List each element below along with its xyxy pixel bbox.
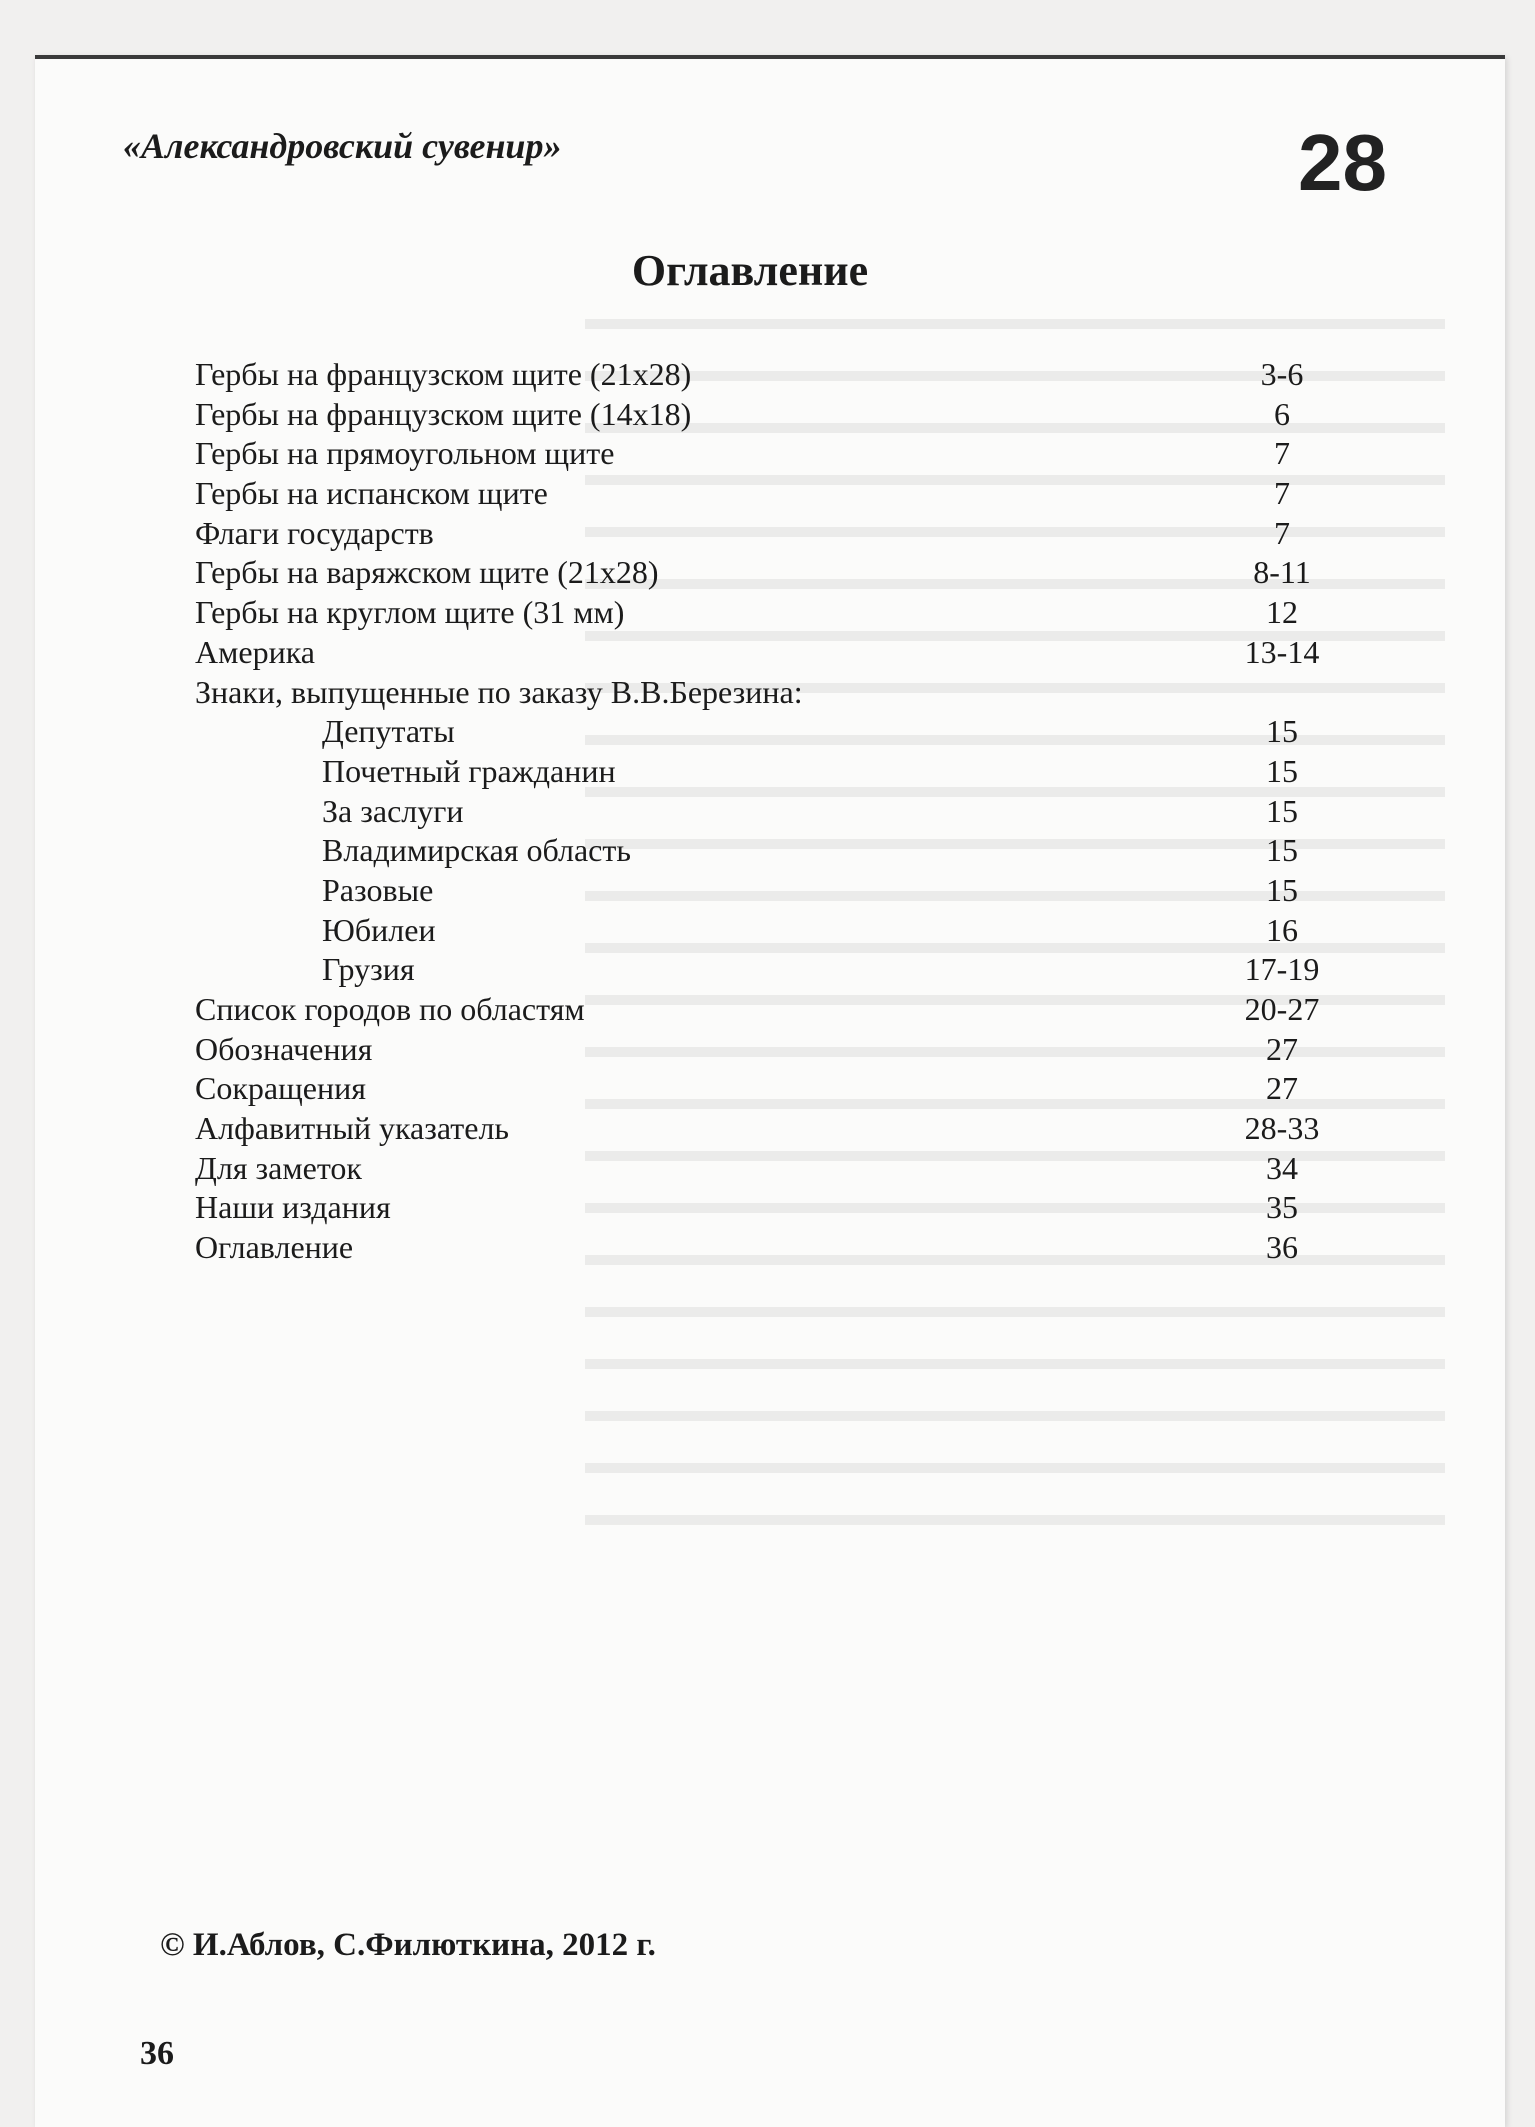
- toc-entry: [195, 831, 1298, 871]
- table-of-contents: [195, 355, 1320, 1268]
- toc-entry-page: 15: [1266, 832, 1298, 869]
- toc-entry-page: 3-6: [1260, 356, 1304, 392]
- toc-entry-page: 28-33: [1244, 1110, 1320, 1147]
- toc-entry: [195, 553, 1311, 593]
- toc-entry-label: Обозначения: [195, 1030, 373, 1067]
- toc-entry: [195, 911, 1298, 951]
- toc-entry-page: 6: [1274, 395, 1290, 432]
- toc-entry-label: Гербы на французском щите (21х28): [195, 356, 692, 392]
- toc-entry: [195, 990, 1320, 1030]
- toc-entry-label: Гербы на французском щите (14х18): [195, 395, 692, 432]
- toc-entry: [195, 1228, 1298, 1268]
- toc-entry-page: 16: [1266, 911, 1298, 948]
- series-title: «Александровский сувенир»: [123, 126, 562, 166]
- toc-entry-label: Наши издания: [195, 1189, 391, 1226]
- page-title: Оглавление: [631, 246, 869, 295]
- toc-entry-page: 20-27: [1244, 991, 1320, 1027]
- toc-entry: [195, 1109, 1320, 1149]
- toc-entry-label: Владимирская область: [322, 832, 631, 869]
- toc-entry-page: 27: [1266, 1070, 1298, 1107]
- toc-entry-page: 36: [1266, 1229, 1298, 1266]
- toc-entry: [195, 1069, 1298, 1109]
- toc-entry-label: Гербы на прямоугольном щите: [195, 435, 615, 472]
- toc-entry: [195, 514, 1295, 554]
- toc-entry: [195, 474, 1295, 514]
- issue-number: 28: [1298, 118, 1387, 207]
- toc-entry-label: Оглавление: [195, 1229, 354, 1266]
- toc-entry-page: 7: [1274, 514, 1290, 551]
- toc-entry-label: Депутаты: [322, 713, 455, 750]
- toc-entry-label: Гербы на круглом щите (31 мм): [195, 594, 625, 631]
- toc-entry-label: Гербы на варяжском щите (21х28): [195, 554, 659, 591]
- toc-entry-label: Америка: [195, 633, 315, 670]
- toc-entry-page: 7: [1274, 475, 1290, 512]
- toc-entry: [195, 395, 1295, 435]
- toc-entry: [195, 792, 1298, 832]
- toc-entry: [195, 712, 1298, 752]
- toc-entry: [195, 673, 1295, 713]
- toc-entry-page: 34: [1266, 1149, 1298, 1186]
- toc-entry-label: Для заметок: [195, 1149, 362, 1186]
- toc-entry: [195, 1149, 1298, 1189]
- toc-entry-label: Почетный гражданин: [322, 752, 616, 789]
- toc-entry-page: 13-14: [1244, 633, 1320, 670]
- toc-entry-page: 35: [1266, 1189, 1298, 1226]
- toc-entry-page: 15: [1266, 752, 1298, 789]
- page-number: 36: [140, 2035, 174, 2072]
- toc-entry-label: Список городов по областям: [195, 991, 585, 1027]
- toc-entry-label: Алфавитный указатель: [195, 1110, 510, 1147]
- toc-entry: [195, 1188, 1298, 1228]
- document-page: [35, 55, 1505, 2127]
- toc-entry-page: 27: [1266, 1030, 1298, 1067]
- toc-entry-label: Грузия: [322, 951, 415, 988]
- toc-entry: [195, 355, 1304, 395]
- toc-entry-label: Знаки, выпущенные по заказу В.В.Березина:: [195, 673, 803, 710]
- toc-entry-label: За заслуги: [322, 792, 464, 829]
- toc-entry: [195, 593, 1298, 633]
- toc-entry-page: 12: [1266, 594, 1298, 631]
- copyright-notice: © И.Аблов, С.Филюткина, 2012 г.: [160, 1927, 656, 1963]
- toc-entry-page: 8-11: [1253, 554, 1311, 591]
- toc-entry-page: 15: [1266, 871, 1298, 908]
- toc-entry-page: 7: [1274, 435, 1290, 472]
- toc-entry-label: Разовые: [322, 871, 434, 908]
- toc-entry-page: 15: [1266, 713, 1298, 750]
- toc-entry: [195, 752, 1298, 792]
- toc-entry-page: 15: [1266, 792, 1298, 829]
- toc-entry: [195, 1030, 1298, 1070]
- toc-entry-label: Флаги государств: [195, 514, 434, 551]
- toc-entry: [195, 633, 1320, 673]
- toc-entry-label: Юбилеи: [322, 911, 436, 948]
- toc-entry: [195, 871, 1298, 911]
- toc-entry-page: 17-19: [1244, 951, 1320, 988]
- toc-entry: [195, 950, 1320, 990]
- toc-entry-label: Сокращения: [195, 1070, 366, 1107]
- toc-entry-label: Гербы на испанском щите: [195, 475, 548, 512]
- toc-entry: [195, 434, 1295, 474]
